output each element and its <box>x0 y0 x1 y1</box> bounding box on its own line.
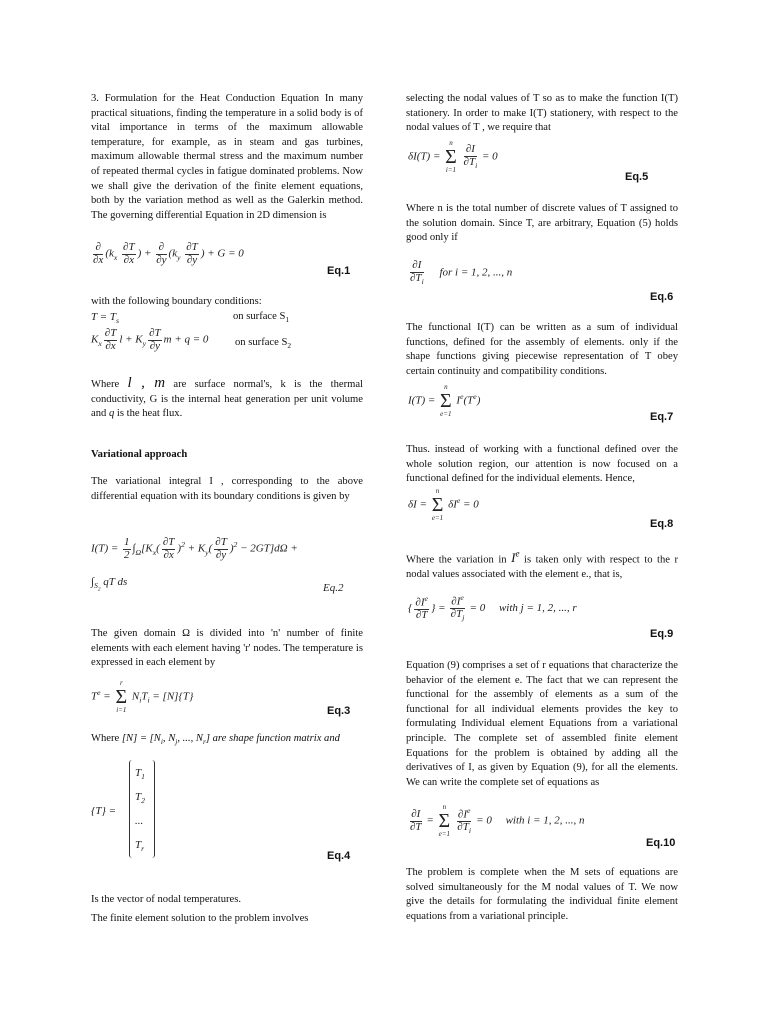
eq7-label: Eq.7 <box>650 411 674 423</box>
eq1-label: Eq.1 <box>327 265 351 277</box>
finite-element-solution-text: The finite element solution to the problem involves <box>91 913 309 924</box>
nodal-temperatures-text: Is the vector of nodal temperatures. <box>91 894 242 905</box>
functional-text: The functional I(T) can be written as a sum of individual functions, defined for the assembly of elements. only if the shape functions giving piecewise representation of T obey certain continuity and compatibility conditions. <box>406 322 678 377</box>
eq10-label: Eq.10 <box>646 837 676 849</box>
bc1-surface-label: on surface $S_1$ <box>233 311 290 325</box>
intro-paragraph: 3. Formulation for the Heat Conduction Equation In many practical situations, finding the temperature in a solid body is of vital importance in terms of the maximum allowable temperature, for example, as in steam and gas turbines, maximum allowable thermal stress and the maximum number of repeated thermal cycles in fatigue dominated problems. Now we shall give the derivation of the finite element equations, both by the variation method as well as the Galerkin method. The governing differential Equation in 2D dimension is <box>91 93 363 221</box>
boundary-condition-1: $T = T_s$ <box>91 311 119 326</box>
eq4-label: Eq.4 <box>327 850 351 862</box>
bc2-surface-label: on surface $S_2$ <box>235 337 292 351</box>
where-n-text: Where n is the total number of discrete values of T assigned to the solution domain. Since T, are arbitrary, Equation (5) holds good only if <box>406 203 678 244</box>
variational-integral-text: The variational integral I , corresponding to the above differential equation with its boundary conditions is given by <box>91 476 363 502</box>
equation-8: δI = n Σ e=1 $\delta I^e = 0$ <box>408 487 479 522</box>
thus-text: Thus. instead of working with a functional defined over the whole solution region, our attention is now focused on a functional defined for the individual elements. Hence, <box>406 444 678 485</box>
equation-7: I(T) = n Σ e=1 $Ie(T^e)$ <box>408 383 481 418</box>
eq9-label: Eq.9 <box>650 628 674 640</box>
variational-approach-heading: Variational approach <box>91 449 188 460</box>
boundary-condition-2: $K_x$ $\frac{\partial T}{\partial x}$ $l + K_y$ $\frac{\partial T}{\partial y}$ m + q = 0 <box>91 327 209 352</box>
equation-10: $\frac{\partial I}{\partial T}$ = n Σ e=1 $\frac{\partial I^e}{\partial T_i}$ = 0 with i = 1, 2, ..., n <box>410 803 585 838</box>
boundary-conditions-text: with the following boundary conditions: <box>91 296 262 307</box>
equation-5: δI(T) = n Σ i=1 $\frac{\partial I}{\partial T_i}$ = 0 <box>408 139 498 174</box>
equation-3: $T^e$ = r Σ i=1 $N_iT_i = [N]\{T\}$ <box>91 679 194 714</box>
equation-6: $\frac{\partial I}{\partial T_i}$ for i = 1, 2, ..., n <box>410 259 513 286</box>
where-surface-normals: Where l , m are surface normal's, k is the thermal conductivity, G is the internal heat generation per unit volume and q is the heat flux. <box>91 375 363 420</box>
equation-1: $\frac{\partial}{\partial x}$ ($k_x$ $\frac{\partial T}{\partial x}$ ) + $\frac{\partial}{\partial y}$ ($k_y$ $\frac{\partial T}{\partial y}$ ) + G = 0 <box>93 241 244 266</box>
equation-9: { $\frac{\partial I^e}{\partial T}$ } = $\frac{\partial I^e}{\partial T_j}$ = 0 with j = 1, 2, ..., r <box>408 593 577 623</box>
equation-9-explanation: Equation (9) comprises a set of r equations that characterize the behavior of the element e. The fact that we can represent the functional for the assembly of elements as a sum of the functional for all individual elements provides the key to formulating Individual element Equations from a variational principle. The complete set of assembled finite element Equations for the problem is obtained by adding all the derivatives of I, as given by Equation (9), for all the elements. We can write the complete set of equations as <box>406 660 678 788</box>
eq8-label: Eq.8 <box>650 518 674 530</box>
variation-text: Where the variation in Ie is taken only with respect to the r nodal values associated with the element e., that is, <box>406 549 678 580</box>
domain-text: The given domain Ω is divided into 'n' number of finite elements with each element having 'r' nodes. The temperature is expressed in each element by <box>91 628 363 669</box>
eq5-label: Eq.5 <box>625 171 649 183</box>
select-nodal-values-text: selecting the nodal values of T so as to make the function I(T) stationery. In order to make I(T) stationery, with respect to the nodal values of T , we require that <box>406 93 678 134</box>
problem-complete-text: The problem is complete when the M sets of equations are solved simultaneously for the M nodal values of T. We now give the details for formulating the individual finite element equations from a variational principle. <box>406 867 678 922</box>
equation-2: I(T) = $\frac{1}{2}$ $\int_\Omega[K_x$( $\frac{\partial T}{\partial x}$ )$^2 + K_y$( $\frac{\partial T}{\partial y}$ )$^2$ − 2GT]dΩ + <box>91 536 298 561</box>
equation-2-surface-term: $\int_{S_2}$ qT ds <box>91 576 128 593</box>
eq3-label: Eq.3 <box>327 705 351 717</box>
eq6-label: Eq.6 <box>650 291 674 303</box>
where-shape-function: Where $[N] = [N_i$, $N_j$, ..., $N_r$] are shape function matrix and <box>91 733 340 747</box>
eq2-label: Eq.2 <box>323 582 344 594</box>
